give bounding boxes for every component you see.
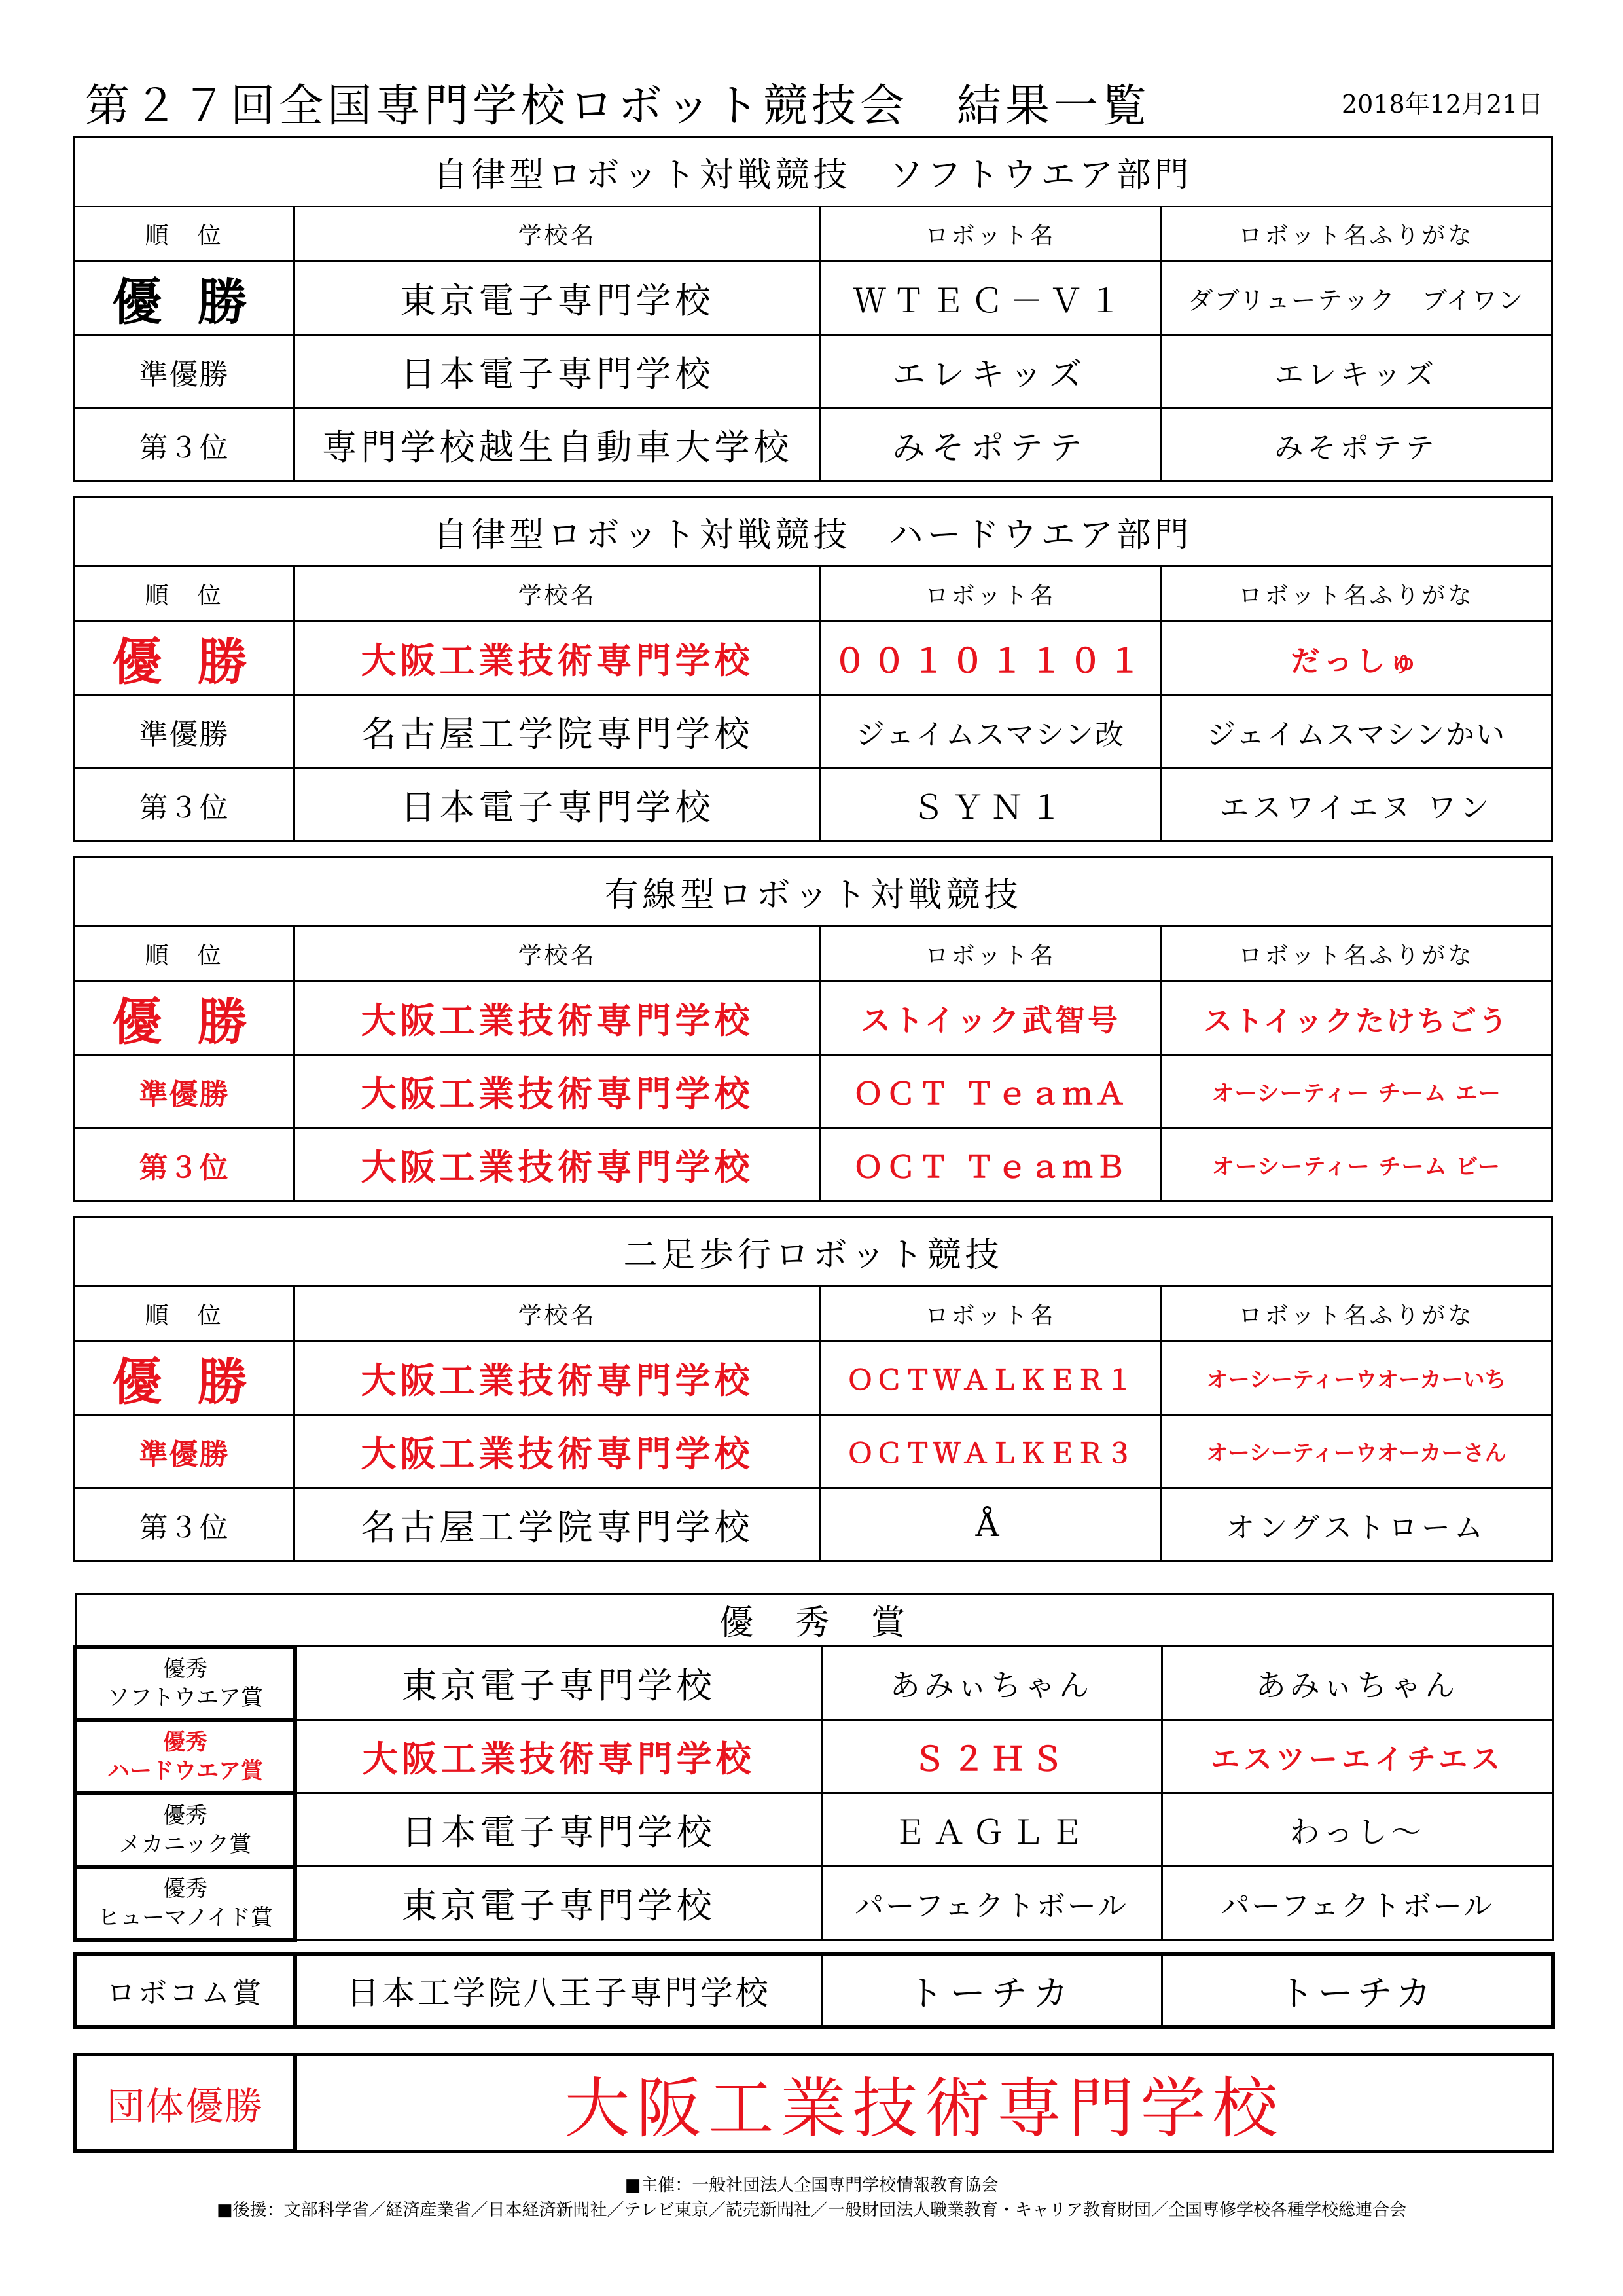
furigana-cell: わっし～ xyxy=(1162,1793,1553,1867)
school-cell: 大阪工業技術専門学校 xyxy=(294,1128,821,1202)
robot-cell: ジェイムスマシン改 xyxy=(821,695,1161,768)
robot-cell: ＳＹＮ１ xyxy=(821,768,1161,842)
column-header-school: 学校名 xyxy=(294,927,821,982)
table-row xyxy=(75,1342,1552,1415)
table-row xyxy=(75,1128,1552,1202)
rank-cell: 第３位 xyxy=(75,1128,294,1202)
section-title: 有線型ロボット対戦競技 xyxy=(75,857,1552,927)
table-row xyxy=(75,622,1552,695)
robot-cell: エレキッズ xyxy=(821,335,1161,408)
table-row xyxy=(75,408,1552,482)
group-championship-school: 大阪工業技術専門学校 xyxy=(295,2054,1553,2151)
award-name-cell: 優秀 ソフトウエア賞 xyxy=(75,1647,295,1720)
column-header-robot: ロボット名 xyxy=(821,927,1161,982)
robot-cell: Å xyxy=(821,1488,1161,1562)
furigana-cell: みそポテテ xyxy=(1161,408,1552,482)
results-table-hardware xyxy=(73,496,1553,842)
school-cell: 東京電子専門学校 xyxy=(294,262,821,335)
school-cell: 東京電子専門学校 xyxy=(295,1647,821,1720)
school-cell: 大阪工業技術専門学校 xyxy=(294,1342,821,1415)
rank-cell: 準優勝 xyxy=(75,1055,294,1128)
rank-cell: 第３位 xyxy=(75,1488,294,1562)
rank-cell: 優 勝 xyxy=(75,622,294,695)
results-table-wired xyxy=(73,856,1553,1202)
rank-cell: 準優勝 xyxy=(75,335,294,408)
rank-cell: 優 勝 xyxy=(75,262,294,335)
section-title: 優 秀 賞 xyxy=(75,1594,1553,1647)
school-cell: 東京電子専門学校 xyxy=(295,1867,821,1940)
school-cell: 日本電子専門学校 xyxy=(295,1793,821,1867)
table-row xyxy=(75,1647,1553,1720)
section-title: 自律型ロボット対戦競技 ソフトウエア部門 xyxy=(75,137,1552,207)
column-header-school: 学校名 xyxy=(294,567,821,622)
table-row xyxy=(75,262,1552,335)
column-header-furigana: ロボット名ふりがな xyxy=(1161,207,1552,262)
school-cell: 大阪工業技術専門学校 xyxy=(294,1055,821,1128)
robocom-award-label: ロボコム賞 xyxy=(75,1954,295,2027)
furigana-cell: オーシーティーウオーカーいち xyxy=(1161,1342,1552,1415)
robot-cell: ＯＣＴ ＴｅａｍＢ xyxy=(821,1128,1161,1202)
furigana-cell: エレキッズ xyxy=(1161,335,1552,408)
robot-cell: みそポテテ xyxy=(821,408,1161,482)
school-cell: 名古屋工学院専門学校 xyxy=(294,695,821,768)
school-cell: 日本電子専門学校 xyxy=(294,335,821,408)
robot-cell: パーフェクトボール xyxy=(821,1867,1162,1940)
column-header-rank: 順 位 xyxy=(75,1287,294,1342)
robot-cell: ＯＣＴＷＡＬＫＥＲ３ xyxy=(821,1415,1161,1488)
results-table-software xyxy=(73,136,1553,482)
table-row xyxy=(75,1867,1553,1940)
column-header-school: 学校名 xyxy=(294,207,821,262)
furigana-cell: トーチカ xyxy=(1162,1954,1553,2027)
furigana-cell: エスワイエヌ ワン xyxy=(1161,768,1552,842)
school-cell: 日本工学院八王子専門学校 xyxy=(295,1954,821,2027)
table-row xyxy=(75,2054,1553,2151)
school-cell: 大阪工業技術専門学校 xyxy=(294,982,821,1055)
date: 2018年12月21日 xyxy=(1342,90,1543,118)
robot-cell: ＯＣＴＷＡＬＫＥＲ１ xyxy=(821,1342,1161,1415)
robot-cell: ストイック武智号 xyxy=(821,982,1161,1055)
column-header-school: 学校名 xyxy=(294,1287,821,1342)
table-row xyxy=(75,1488,1552,1562)
group-championship-label: 団体優勝 xyxy=(75,2054,295,2151)
column-header-furigana: ロボット名ふりがな xyxy=(1161,1287,1552,1342)
robot-cell: ＯＣＴ ＴｅａｍＡ xyxy=(821,1055,1161,1128)
column-header-rank: 順 位 xyxy=(75,207,294,262)
column-header-robot: ロボット名 xyxy=(821,567,1161,622)
furigana-cell: ジェイムスマシンかい xyxy=(1161,695,1552,768)
table-row xyxy=(75,695,1552,768)
rank-cell: 準優勝 xyxy=(75,695,294,768)
furigana-cell: オーシーティー チーム エー xyxy=(1161,1055,1552,1128)
furigana-cell: オングストローム xyxy=(1161,1488,1552,1562)
robot-cell: ＷＴＥＣ－Ｖ１ xyxy=(821,262,1161,335)
award-name-cell: 優秀 ヒューマノイド賞 xyxy=(75,1867,295,1940)
furigana-cell: あみぃちゃん xyxy=(1162,1647,1553,1720)
excellence-awards-table xyxy=(73,1593,1554,1942)
award-name-cell: 優秀 メカニック賞 xyxy=(75,1793,295,1867)
table-row xyxy=(75,1055,1552,1128)
rank-cell: 準優勝 xyxy=(75,1415,294,1488)
robot-cell: ００１０１１０１ xyxy=(821,622,1161,695)
furigana-cell: パーフェクトボール xyxy=(1162,1867,1553,1940)
furigana-cell: だっしゅ xyxy=(1161,622,1552,695)
column-header-rank: 順 位 xyxy=(75,927,294,982)
rank-cell: 第３位 xyxy=(75,408,294,482)
furigana-cell: ダブリューテック ブイワン xyxy=(1161,262,1552,335)
robot-cell: トーチカ xyxy=(821,1954,1162,2027)
rank-cell: 優 勝 xyxy=(75,1342,294,1415)
column-header-robot: ロボット名 xyxy=(821,207,1161,262)
robocom-award-table xyxy=(73,1952,1555,2029)
school-cell: 名古屋工学院専門学校 xyxy=(294,1488,821,1562)
rank-cell: 第３位 xyxy=(75,768,294,842)
section-title: 自律型ロボット対戦競技 ハードウエア部門 xyxy=(75,497,1552,567)
furigana-cell: ストイックたけちごう xyxy=(1161,982,1552,1055)
supporters-note: ■後援：文部科学省／経済産業省／日本経済新聞社／テレビ東京／読売新聞社／一般財団法人職業教育・キャリア教育財団／全国専修学校各種学校総連合会 xyxy=(216,2200,1407,2220)
table-row xyxy=(75,982,1552,1055)
robot-cell: あみぃちゃん xyxy=(821,1647,1162,1720)
table-row xyxy=(75,1793,1553,1867)
furigana-cell: エスツーエイチエス xyxy=(1162,1720,1553,1793)
column-header-furigana: ロボット名ふりがな xyxy=(1161,567,1552,622)
school-cell: 専門学校越生自動車大学校 xyxy=(294,408,821,482)
section-title: 二足歩行ロボット競技 xyxy=(75,1217,1552,1287)
table-row xyxy=(75,768,1552,842)
table-row xyxy=(75,1954,1553,2027)
robot-cell: Ｓ２ＨＳ xyxy=(821,1720,1162,1793)
school-cell: 大阪工業技術専門学校 xyxy=(294,1415,821,1488)
results-table-biped xyxy=(73,1216,1553,1562)
column-header-furigana: ロボット名ふりがな xyxy=(1161,927,1552,982)
furigana-cell: オーシーティーウオーカーさん xyxy=(1161,1415,1552,1488)
table-row xyxy=(75,1720,1553,1793)
school-cell: 大阪工業技術専門学校 xyxy=(295,1720,821,1793)
table-row xyxy=(75,335,1552,408)
award-name-cell: 優秀 ハードウエア賞 xyxy=(75,1720,295,1793)
rank-cell: 優 勝 xyxy=(75,982,294,1055)
column-header-robot: ロボット名 xyxy=(821,1287,1161,1342)
furigana-cell: オーシーティー チーム ビー xyxy=(1161,1128,1552,1202)
group-championship-table xyxy=(73,2053,1554,2153)
table-row xyxy=(75,1415,1552,1488)
column-header-rank: 順 位 xyxy=(75,567,294,622)
page-title: 第２７回全国専門学校ロボット競技会 結果一覧 xyxy=(85,81,1151,132)
robot-cell: ＥＡＧＬＥ xyxy=(821,1793,1162,1867)
school-cell: 大阪工業技術専門学校 xyxy=(294,622,821,695)
organizer-note: ■主催：一般社団法人全国専門学校情報教育協会 xyxy=(624,2176,999,2195)
school-cell: 日本電子専門学校 xyxy=(294,768,821,842)
